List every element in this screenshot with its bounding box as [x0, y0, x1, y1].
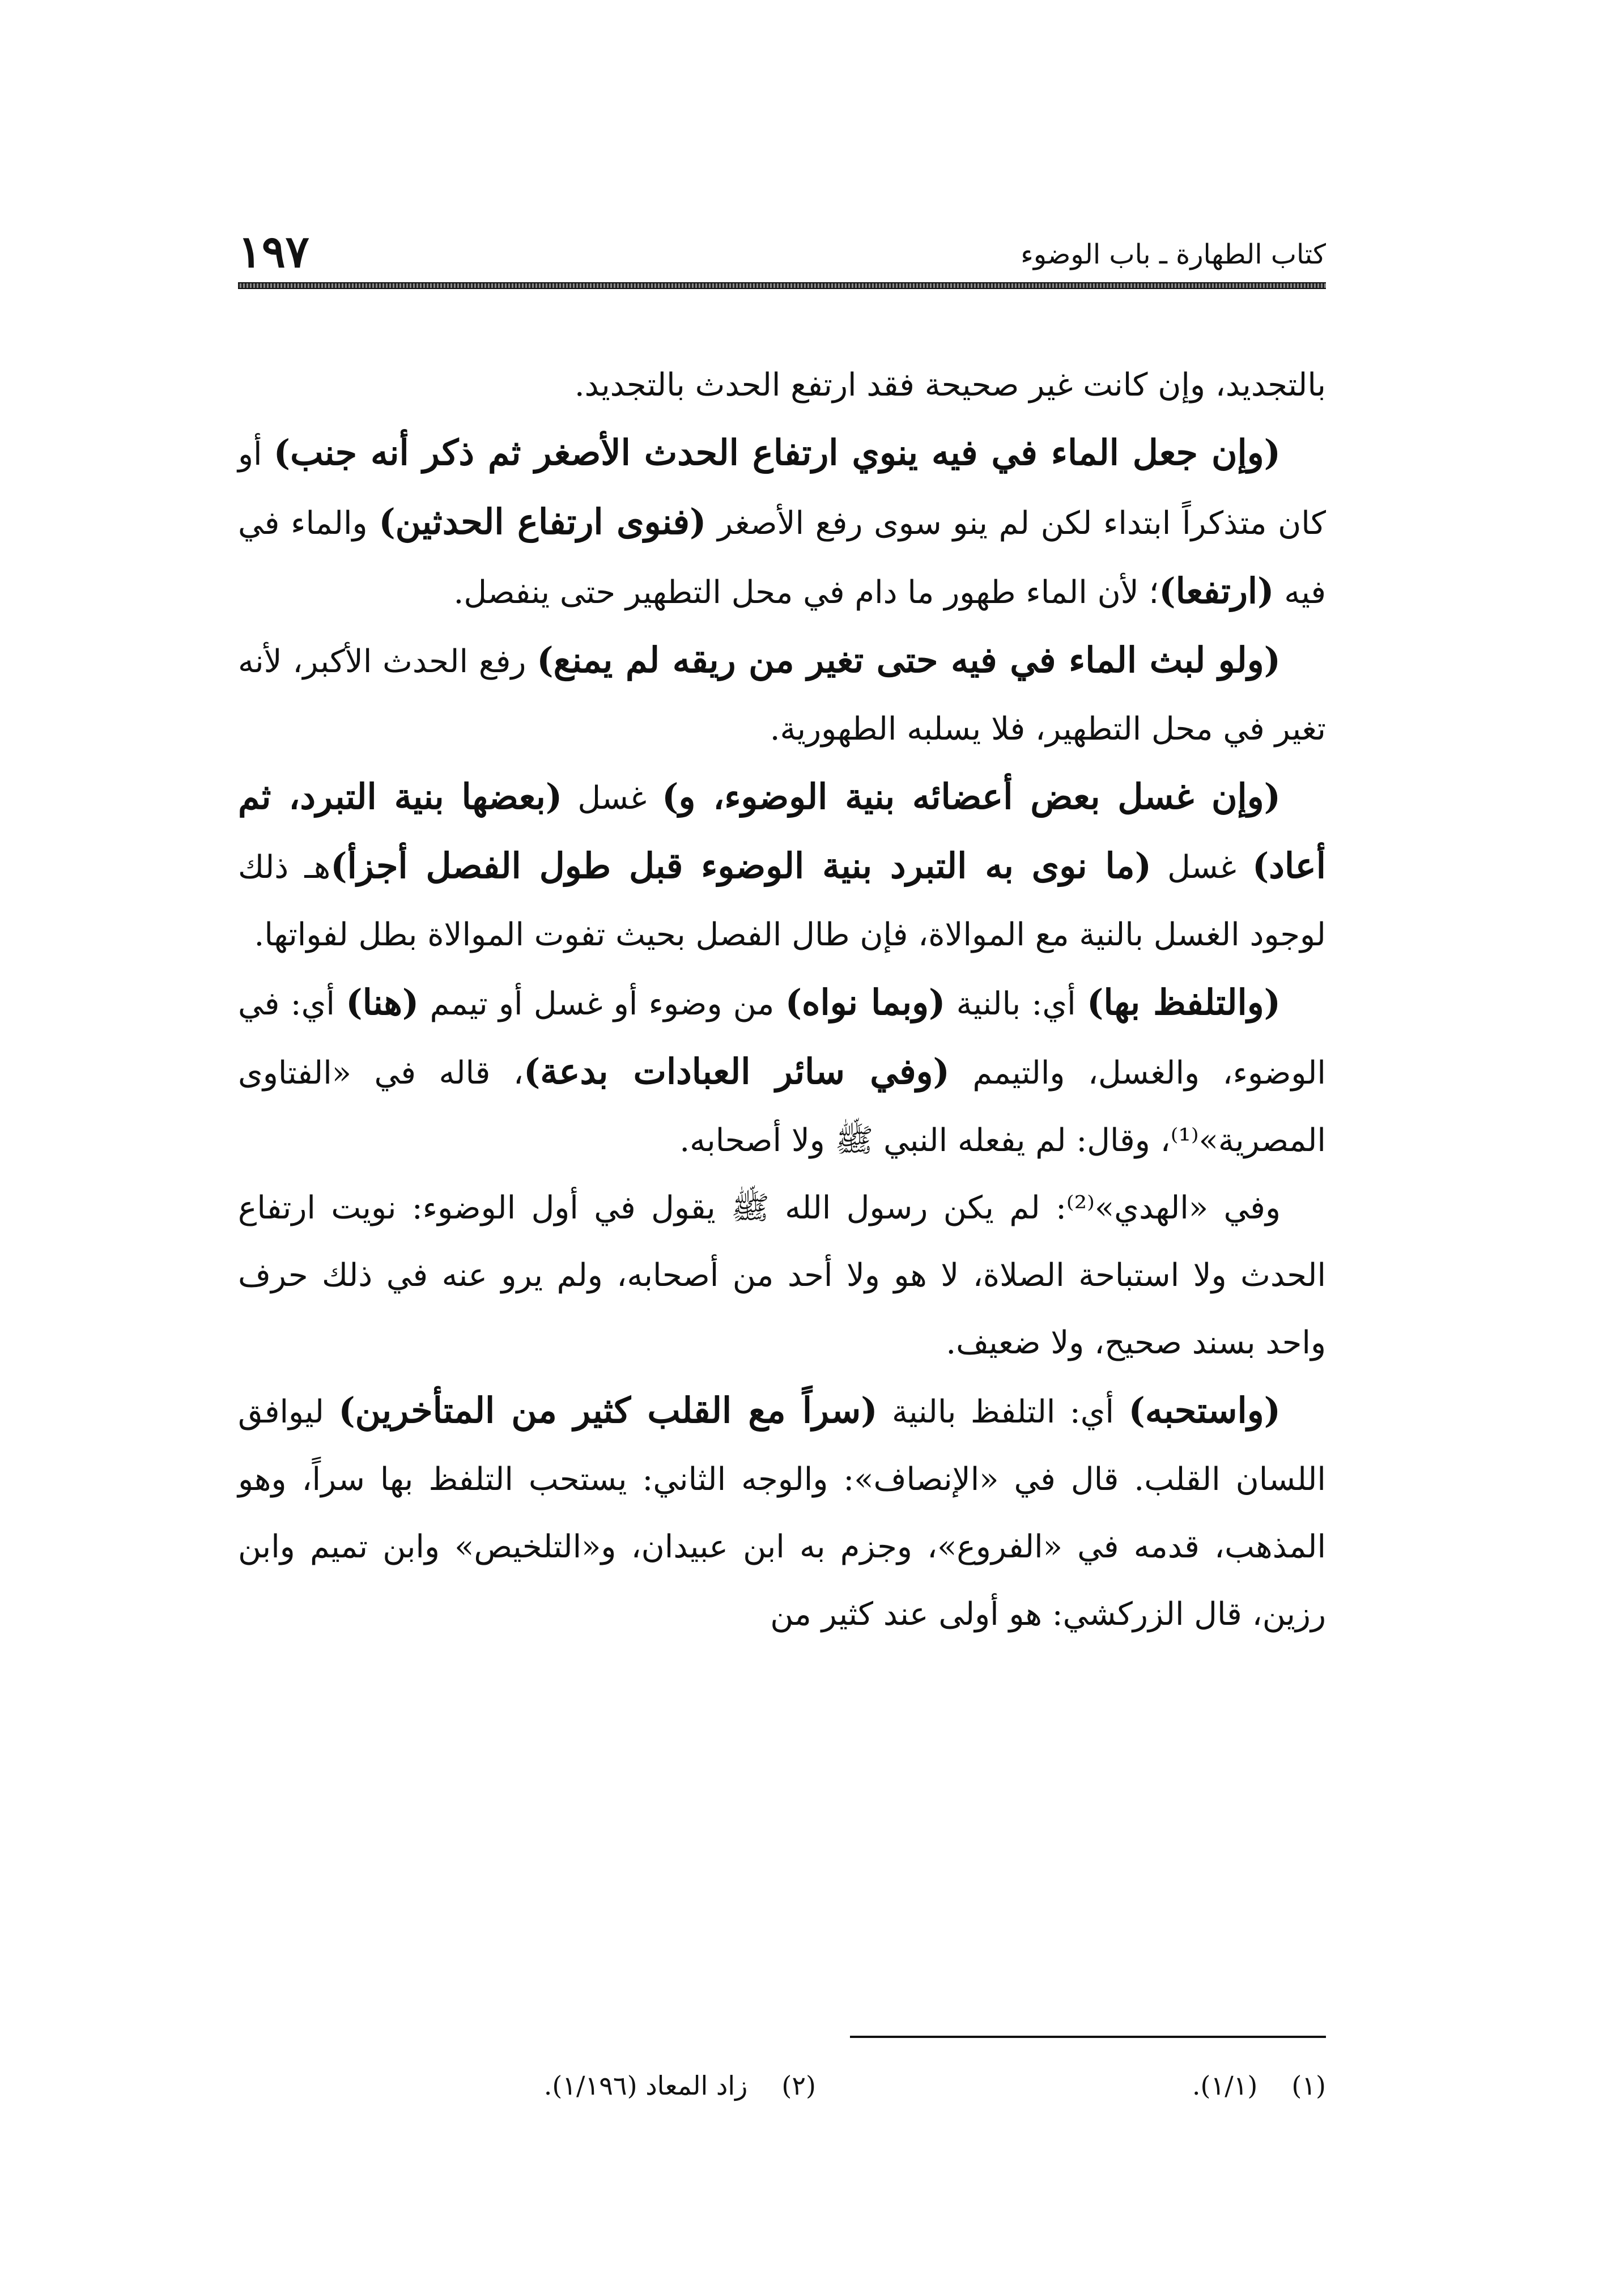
- sharh-text: أي: التلفظ بالنية: [877, 1394, 1129, 1430]
- paragraph: [238, 763, 1326, 969]
- book-title: كتاب الطهارة ـ باب الوضوء: [1021, 239, 1326, 270]
- footnote-text: زاد المعاد (١/١٩٦).: [543, 2070, 748, 2101]
- matn-text: (والتلفظ بها): [1087, 982, 1281, 1023]
- footnote-text: (١/١).: [1192, 2070, 1258, 2101]
- matn-text: (سراً مع القلب كثير من المتأخرين): [338, 1390, 878, 1431]
- matn-text: (هنا): [346, 982, 419, 1023]
- matn-text: (ولو لبث الماء في فيه حتى تغير من ريقه لم يمنع): [537, 639, 1281, 681]
- paragraph: [238, 626, 1326, 763]
- sharh-text: والماء في فيه: [238, 505, 1326, 611]
- sharh-text: أي: في الوضوء، والغسل، والتيمم: [238, 986, 1326, 1092]
- paragraph: [238, 351, 1326, 419]
- running-header: [238, 227, 1326, 278]
- sharh-text: رفع الحدث الأكبر، لأنه تغير في محل التطهير، فلا يسلبه الطهورية.: [238, 643, 1326, 748]
- sharh-text: غسل: [562, 780, 662, 817]
- sharh-text: أو كان متذكراً ابتداء لكن لم ينو سوى رفع الأصغر: [238, 436, 1326, 542]
- sharh-text: بالتجديد، وإن كانت غير صحيحة فقد ارتفع الحدث بالتجديد.: [574, 367, 1326, 404]
- matn-text: (بعضها بنية التبرد، ثم أعاد): [238, 776, 1326, 886]
- matn-text: (وفي سائر العبادات بدعة): [523, 1051, 950, 1092]
- sharh-text: أي: بالنية: [945, 986, 1087, 1022]
- paragraph: [238, 1377, 1326, 1648]
- matn-text: (فنوى ارتفاع الحدثين): [379, 501, 707, 542]
- matn-text: (ما نوى به التبرد بنية الوضوء قبل طول الفصل أجزأ): [330, 845, 1151, 886]
- footnote-1: [1192, 2063, 1326, 2108]
- header-rule: [238, 282, 1326, 289]
- sharh-text: هـ ذلك لوجود الغسل بالنية مع الموالاة، فإن طال الفصل بحيث تفوت الموالاة بطل لفواتها.: [238, 849, 1326, 953]
- matn-text: (وإن جعل الماء في فيه ينوي ارتفاع الحدث الأصغر ثم ذكر أنه جنب): [273, 432, 1281, 473]
- paragraph: [238, 969, 1326, 1174]
- body-text: [238, 351, 1326, 1648]
- page-number: ١٩٧: [238, 226, 309, 278]
- footnote-mark: (١): [1291, 2070, 1326, 2101]
- sharh-text: من وضوء أو غسل أو تيمم: [419, 986, 785, 1022]
- footnote-rule: [850, 2036, 1326, 2038]
- footnote-mark: (٢): [781, 2070, 816, 2101]
- footnotes: [238, 2063, 1326, 2114]
- matn-text: (ارتفعا): [1159, 570, 1274, 612]
- sharh-text: غسل: [1151, 849, 1252, 886]
- sharh-text: ، قاله في «الفتاوى المصرية»⁽¹⁾، وقال: لم يفعله النبي ﷺ ولا أصحابه.: [238, 1055, 1326, 1159]
- sharh-text: ليوافق اللسان القلب. قال في «الإنصاف»: والوجه الثاني: يستحب التلفظ بها سراً، وهو المذهب، قدمه في «الفروع»، وجزم به ابن عبيدان، و«التلخيص» وابن تميم وابن رزين، قال الزركشي: هو أولى عند كثير من: [238, 1394, 1326, 1633]
- matn-text: (وإن غسل بعض أعضائه بنية الوضوء، و): [662, 776, 1281, 817]
- paragraph: [238, 419, 1326, 626]
- sharh-text: وفي «الهدي»⁽²⁾: لم يكن رسول الله ﷺ يقول في أول الوضوء: نويت ارتفاع الحدث ولا استباحة الصلاة، لا هو ولا أحد من أصحابه، ولم يرو عنه في ذلك حرف واحد بسند صحيح، ولا ضعيف.: [238, 1190, 1326, 1361]
- matn-text: (وبما نواه): [785, 982, 946, 1023]
- footnote-2: [544, 2063, 816, 2108]
- matn-text: (واستحبه): [1128, 1390, 1281, 1431]
- sharh-text: ؛ لأن الماء طهور ما دام في محل التطهير حتى ينفصل.: [453, 574, 1159, 611]
- paragraph: [238, 1174, 1326, 1377]
